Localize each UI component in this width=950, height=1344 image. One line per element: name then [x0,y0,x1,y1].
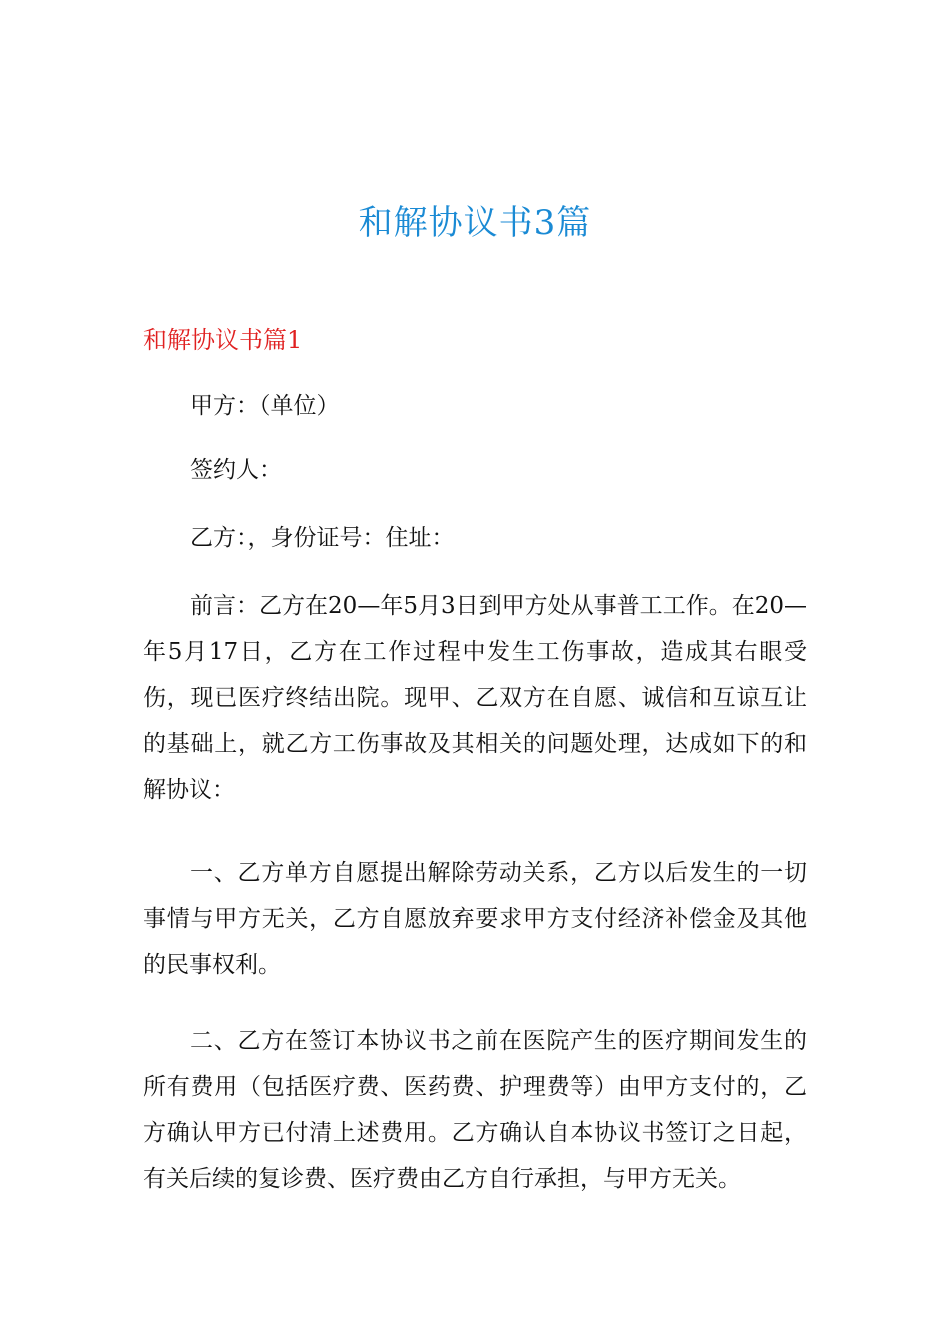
paragraph-party-b: 乙方：，身份证号：住址： [190,525,455,551]
paragraph-clause-2: 二、乙方在签订本协议书之前在医院产生的医疗期间发生的所有费用（包括医疗费、医药费、护理费等）由甲方支付的，乙方确认甲方已付清上述费用。乙方确认自本协议书签订之日起，有关后续的复诊费、医疗费由乙方自行承担，与甲方无关。 [143,1028,807,1192]
paragraph-clause-1: 一、乙方单方自愿提出解除劳动关系，乙方以后发生的一切事情与甲方无关，乙方自愿放弃要求甲方支付经济补偿金及其他的民事权利。 [143,860,807,978]
paragraph-party-a: 甲方：（单位） [190,393,340,419]
paragraph-preface: 前言：乙方在20—年5月3日到甲方处从事普工工作。在20—年5月17日，乙方在工作过程中发生工伤事故，造成其右眼受伤，现已医疗终结出院。现甲、乙双方在自愿、诚信和互谅互让的基础上，就乙方工伤事故及其相关的问题处理，达成如下的和解协议： [143,593,807,803]
paragraph-signatory: 签约人： [190,457,282,483]
section-heading: 和解协议书篇1 [143,326,303,354]
document-title: 和解协议书3篇 [358,203,592,243]
